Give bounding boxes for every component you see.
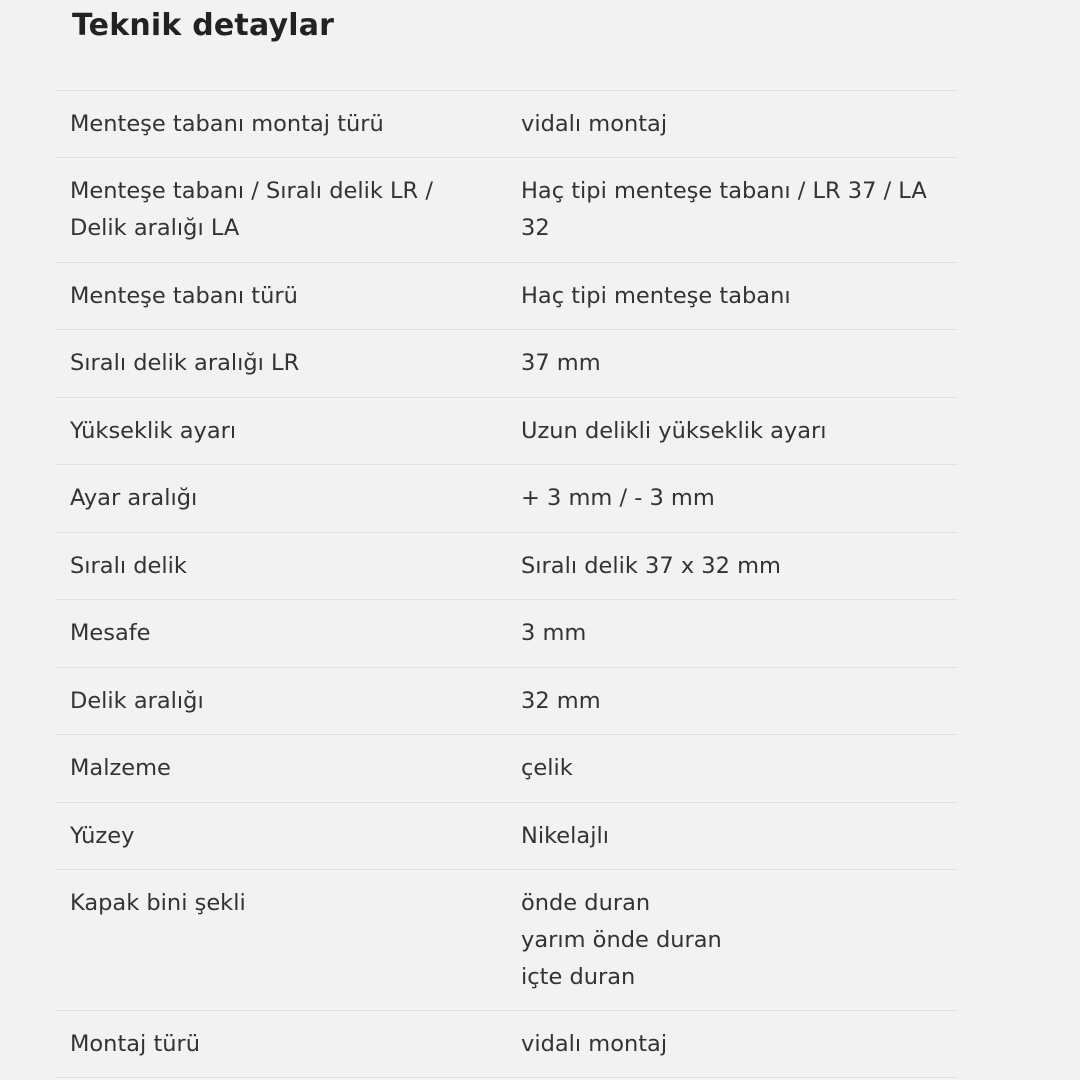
spec-row [55, 398, 958, 465]
spec-row [55, 870, 958, 1011]
spec-value-line: yarım önde duran [521, 927, 722, 953]
spec-label: Montaj türü [70, 1031, 201, 1057]
spec-row [55, 91, 958, 158]
spec-value-line: 32 mm [521, 688, 601, 714]
section-title: Teknik detaylar [72, 8, 335, 43]
spec-label: Kapak bini şekli [70, 890, 246, 916]
spec-value [506, 668, 958, 734]
spec-value [506, 1011, 958, 1077]
spec-value-line: 37 mm [521, 350, 601, 376]
spec-value [506, 600, 958, 667]
spec-label: Sıralı delik [70, 553, 187, 579]
spec-row [55, 465, 958, 533]
spec-row [55, 600, 958, 668]
spec-label: Yüzey [70, 823, 135, 849]
spec-value-line: Haç tipi menteşe tabanı / LR 37 / LA 32 [521, 178, 927, 241]
spec-value-line: çelik [521, 755, 573, 781]
spec-row [55, 158, 958, 263]
spec-value-line: Haç tipi menteşe tabanı [521, 283, 791, 309]
spec-label: Ayar aralığı [70, 485, 198, 511]
spec-value [506, 735, 958, 802]
spec-label: Sıralı delik aralığı LR [70, 350, 300, 376]
spec-label: Menteşe tabanı / Sıralı delik LR / Delik aralığı LA [70, 178, 433, 241]
spec-label: Mesafe [70, 620, 151, 646]
spec-table [55, 90, 958, 1078]
spec-value [506, 465, 958, 532]
spec-value [506, 533, 958, 599]
spec-value-line: Nikelajlı [521, 823, 609, 849]
spec-row [55, 735, 958, 803]
spec-row [55, 263, 958, 330]
spec-value [506, 803, 958, 869]
spec-value-line: vidalı montaj [521, 1031, 668, 1057]
spec-value-line: Uzun delikli yükseklik ayarı [521, 418, 827, 444]
spec-value [506, 158, 958, 262]
spec-value [506, 91, 958, 157]
spec-row [55, 803, 958, 870]
spec-value [506, 263, 958, 329]
spec-label: Menteşe tabanı montaj türü [70, 111, 384, 137]
spec-value-line: önde duran [521, 890, 651, 916]
spec-row [55, 330, 958, 398]
spec-value-line: içte duran [521, 964, 636, 990]
spec-value-line: 3 mm [521, 620, 587, 646]
spec-label: Menteşe tabanı türü [70, 283, 298, 309]
spec-label: Malzeme [70, 755, 171, 781]
spec-value [506, 330, 958, 397]
spec-value-line: Sıralı delik 37 x 32 mm [521, 553, 781, 579]
spec-row [55, 533, 958, 600]
spec-row [55, 668, 958, 735]
spec-value [506, 398, 958, 464]
spec-value-line: vidalı montaj [521, 111, 668, 137]
spec-value-line: + 3 mm / - 3 mm [521, 485, 715, 511]
spec-value [506, 870, 958, 1010]
spec-row [55, 1011, 958, 1078]
spec-label: Delik aralığı [70, 688, 204, 714]
spec-label: Yükseklik ayarı [70, 418, 237, 444]
